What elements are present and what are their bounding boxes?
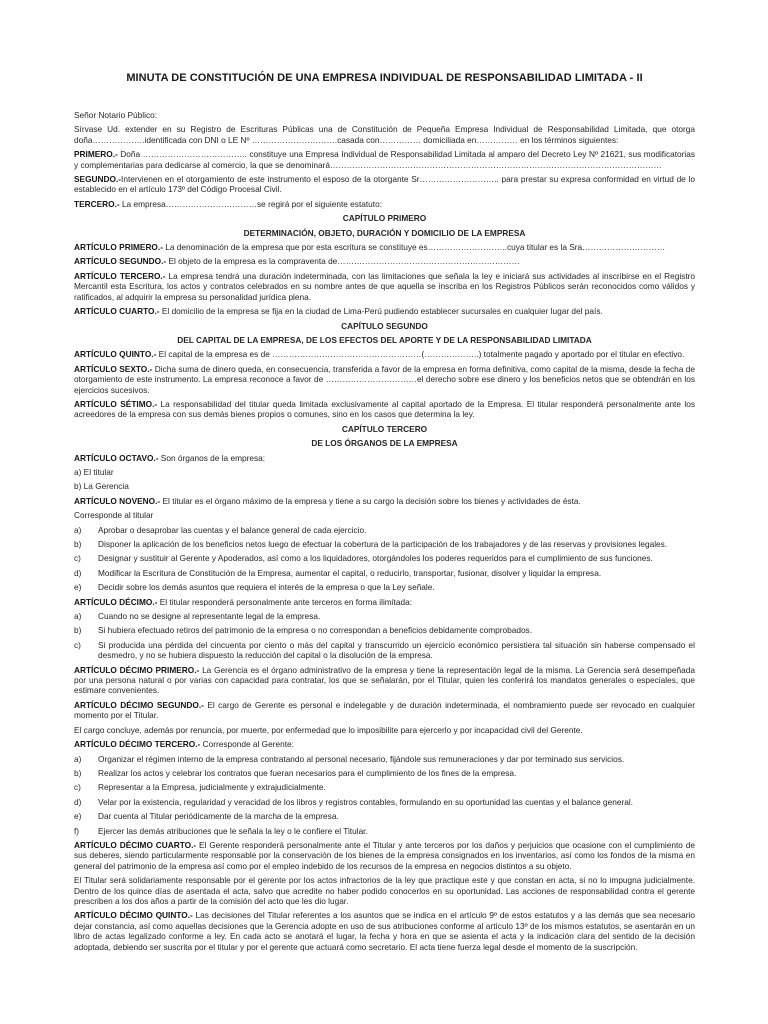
list-item <box>74 811 695 821</box>
list-marker: a) <box>74 524 82 535</box>
article-text: La empresa tendrá una duración indeterminada, con las limitaciones que señala la ley e iniciará sus actividades al inscribirse en el Registro Mercantil esta Escritura, los actos y contratos celebrados en su nombre antes de que aquella se inscriba en los Registros Públicos serán reconocidos como válidos y ratificados, al adquirir la empresa su personalidad jurídica plena. <box>74 270 695 302</box>
clause-segundo <box>74 174 695 195</box>
article-text: Dicha suma de dinero queda, en consecuencia, transferida a favor de la empresa en forma definitiva, como capital de la misma, desde la fecha de otorgamiento de este instrumento. La empresa reconoce a favor de ……………………………el derecho sobre ese dinero y los beneficios netos que se obtendrán en los ejercicios sucesivos. <box>74 363 695 395</box>
list-item <box>74 625 695 635</box>
article-text: El cargo de Gerente es personal e indelegable y de duración indeterminada, el nombramiento puede ser revocado en cualquier momento por el Titular. <box>74 699 695 721</box>
gerente-list <box>74 754 695 836</box>
list-item <box>74 539 695 549</box>
article-text: El titular responderá personalmente ante terceros en forma ilimitada: <box>157 596 413 607</box>
list-marker: b) <box>74 539 82 549</box>
list-marker: f) <box>74 825 80 836</box>
list-item <box>74 797 695 807</box>
list-marker: d) <box>74 567 82 578</box>
chapter-3-subheading: DE LOS ÓRGANOS DE LA EMPRESA <box>311 438 458 449</box>
article-text: El domicilio de la empresa se fija en la ciudad de Lima-Perú pudiendo establecer sucursales en cualquier lugar del país. <box>159 306 603 317</box>
list-text: Dar cuenta al Titular periódicamente de la marcha de la empresa. <box>98 811 339 822</box>
chapter-3-heading: CAPÍTULO TERCERO <box>341 423 428 434</box>
article-sexto <box>74 364 695 395</box>
article-label: ARTÍCULO DÉCIMO QUINTO.- <box>74 910 193 921</box>
article-segundo <box>74 256 695 266</box>
list-item <box>74 782 695 792</box>
article-label: ARTÍCULO DÉCIMO SEGUNDO.- <box>74 699 204 710</box>
article-text: El capital de la empresa es de ………………………………………………(………………..) totalmente pagado y aportado por el titular en efectivo. <box>156 349 685 360</box>
list-text: Organizar el régimen interno de la empresa contratando al personal necesario, fijándole sus remuneraciones y dar por terminado sus servicios. <box>98 753 625 764</box>
list-text: Designar y sustituir al Gerente y Apoderados, así como a los liquidadores, otorgándoles los poderes requeridos para el cumplimiento de sus funciones. <box>98 553 653 564</box>
chapter-2-heading: CAPÍTULO SEGUNDO <box>341 320 428 331</box>
clause-tercero <box>74 199 695 209</box>
list-text: Representar a la Empresa, judicialmente y extrajudicialmente. <box>98 782 326 793</box>
article-label: ARTÍCULO SEXTO.- <box>74 363 153 374</box>
article-label: ARTÍCULO OCTAVO.- <box>74 452 159 463</box>
list-text: Disponer la aplicación de los beneficios netos luego de efectuar la cobertura de la participación de los trabajadores y de las reservas y provisiones legales. <box>98 539 668 549</box>
article-decimo-quinto <box>74 910 695 952</box>
article-text: Son órganos de la empresa: <box>158 452 266 463</box>
titular-list <box>74 525 695 593</box>
article-decimo-segundo <box>74 700 695 721</box>
article-label: ARTÍCULO DÉCIMO CUARTO.- <box>74 839 197 850</box>
list-text: Cuando no se designe al representante legal de la empresa. <box>98 611 321 622</box>
article-text: Las decisiones del Titular referentes a los asuntos que se indica en el artículo 9º de estos estatutos y a las demás que sea necesario dejar constancia, así como aquellas decisiones que la Gerencia adopte en uso de sus atribuciones conforme al artículo 13º de los mismos estatutos, se asentarán en un libro de actas legalizado conforme a ley. En cada acto se anotará el lugar, la fecha y hora en que se asienta el acta y la indicación clara del sentido de la decisión adoptada, debiendo ser suscrita por el titular y por el gerente que actuará como secretario. El acta tiene fuerza legal desde el momento de la suscripción. <box>74 910 696 952</box>
clause-text: Doña ……………………………….. constituye una Empresa Individual de Responsabilidad Limitada al amparo del Decreto Ley Nº 21621, sus modificatorias y complementarias para dedicarse al comercio, la que se denominará………………………………………………………………………………………………………… <box>74 149 695 170</box>
list-marker: c) <box>74 782 81 793</box>
list-marker: e) <box>74 582 82 593</box>
article-label: ARTÍCULO PRIMERO.- <box>74 242 163 253</box>
list-text: Ejercer las demás atribuciones que le señala la ley o le confiere el Titular. <box>98 825 368 836</box>
article-text: La denominación de la empresa que por esta escritura se constituye es………………………..cuya titular es la Sra………………………… <box>162 242 666 253</box>
decimo-list <box>74 611 695 661</box>
clause-primero <box>74 149 695 170</box>
article-label: ARTÍCULO DÉCIMO TERCERO.- <box>74 739 201 750</box>
corresponde-titular: Corresponde al titular <box>74 510 154 521</box>
list-item <box>74 611 695 621</box>
list-marker: e) <box>74 811 82 822</box>
list-text: Si producida una pérdida del cincuenta por ciento o más del capital y transcurrido un ejercicio económico persistiera tal situación sin haberse compensado el desmedro, y no se hubiera dispuesto la reducción del capital o la disolución de la empresa. <box>98 639 695 661</box>
list-item <box>74 640 695 661</box>
article-tercero <box>74 271 695 302</box>
article-setimo <box>74 399 695 420</box>
article-label: ARTÍCULO SEGUNDO.- <box>74 256 167 267</box>
article-label: ARTÍCULO SÉTIMO.- <box>74 398 158 409</box>
list-item <box>74 768 695 778</box>
list-marker: a) <box>74 611 82 622</box>
article-text: La responsabilidad del titular queda limitada exclusivamente al capital aportado de la Empresa. El titular responderá personalmente ante los acreedores de la empresa con sus demás bienes propios o comunes, sino en los casos que determina la ley. <box>74 398 695 420</box>
list-item <box>74 553 695 563</box>
article-text: El titular es el órgano máximo de la empresa y tiene a su cargo la decisión sobre los bienes y actividades de ésta. <box>160 495 581 506</box>
list-marker: c) <box>74 553 81 564</box>
list-marker: c) <box>74 639 81 650</box>
list-marker: a) <box>74 753 82 764</box>
article-cuarto <box>74 306 695 316</box>
article-text: El Gerente responderá personalmente ante el Titular y ante terceros por los daños y perjuicios que ocasione con el cumplimiento de sus deberes, siendo particularmente responsable por la conservación de los bienes de la empresa consignados en los inventarios, así como los fondos de la misma en general del patrimonio de la empresa así como por el empleo indebido de los recursos de la empresa en negocios distintos a su objeto. <box>74 839 695 871</box>
list-marker: b) <box>74 767 82 778</box>
article-text: El objeto de la empresa es la compraventa de………………………………………………………… <box>166 256 520 267</box>
list-item <box>74 754 695 764</box>
list-text: Realizar los actos y celebrar los contratos que fueran necesarios para el cumplimiento de los fines de la empresa. <box>98 767 517 778</box>
list-marker: d) <box>74 796 82 807</box>
list-text: Si hubiera efectuado retiros del patrimonio de la empresa o no correspondan a beneficios debidamente comprobados. <box>98 625 533 636</box>
list-text: Aprobar o desaprobar las cuentas y el balance general de cada ejercicio. <box>98 524 367 535</box>
article-label: ARTÍCULO DÉCIMO PRIMERO.- <box>74 664 200 675</box>
article-text: Corresponde al Gerente: <box>200 739 294 750</box>
article-decimo-tercero <box>74 739 695 749</box>
clause-text: Intervienen en el otorgamiento de este instrumento el esposo de la otorgante Sr……………………….. para prestar su expresa conformidad en virtud de lo establecido en el artículo 173º del Código Procesal Civil. <box>74 174 695 195</box>
article-quinto <box>74 349 695 359</box>
clause-label: TERCERO.- <box>74 198 120 209</box>
article-primero <box>74 242 695 252</box>
article-label: ARTÍCULO CUARTO.- <box>74 306 160 317</box>
salutation: Señor Notario Público: <box>74 110 158 120</box>
chapter-2-subheading: DEL CAPITAL DE LA EMPRESA, DE LOS EFECTOS DEL APORTE Y DE LA RESPONSABILIDAD LIMITADA <box>177 334 592 345</box>
organ-item: b) La Gerencia <box>74 481 129 492</box>
cargo-paragraph: El cargo concluye, además por renuncia, por muerte, por enfermedad que lo imposibilite para ejercerlo y por incapacidad civil del Gerente. <box>74 724 583 735</box>
clause-label: PRIMERO.- <box>74 149 118 160</box>
list-text: Modificar la Escritura de Constitución de la Empresa, aumentar el capital, o reducirlo, transportar, fusionar, disolver y liquidar la empresa. <box>98 567 602 578</box>
list-item <box>74 568 695 578</box>
article-text: La Gerencia es el órgano administrativo de la empresa y tiene la representación legal de la misma. La Gerencia será desempeñada por una persona natural o por varias con capacidad para contratar, los que se señalarán, por el Titular, quien les conferirá los mandatos generales o especiales, que estimare convenientes. <box>74 664 695 696</box>
document-title: MINUTA DE CONSTITUCIÓN DE UNA EMPRESA INDIVIDUAL DE RESPONSABILIDAD LIMITADA - II <box>126 72 643 84</box>
article-decimo-cuarto <box>74 840 695 871</box>
organ-item: a) El titular <box>74 466 114 477</box>
list-text: Decidir sobre los demás asuntos que requiera el interés de la empresa o que la Ley señale. <box>98 582 435 593</box>
intro-paragraph: Sírvase Ud. extender en su Registro de Escrituras Públicas una de Constitución de Pequeña Empresa Individual de Responsabilidad Limitada, que otorga doña……………….identificada con DNI o LE Nº ………………………….casada con…………… domiciliada en…………… en los términos siguientes: <box>74 124 695 145</box>
solidario-paragraph: El Titular será solidariamente responsable por el gerente por los actos infractorios de la ley que practique este y que constan en acta, si no lo impugna judicialmente. Dentro de los quince días de asentada el acta, salvo que acredite no haber podido conocerlos en su oportunidad. Las acciones de responsabilidad contra el gerente prescriben a los dos años a partir de la comisión del acto que les dio lugar. <box>74 875 695 906</box>
chapter-1-subheading: DETERMINACIÓN, OBJETO, DURACIÓN Y DOMICILIO DE LA EMPRESA <box>243 227 526 238</box>
list-item <box>74 525 695 535</box>
list-text: Velar por la existencia, regularidad y veracidad de los libros y registros contables, formulando en su oportunidad las cuentas y el balance general. <box>98 796 633 807</box>
clause-label: SEGUNDO.- <box>74 174 122 185</box>
article-label: ARTÍCULO TERCERO.- <box>74 270 166 281</box>
article-decimo-primero <box>74 665 695 696</box>
article-label: ARTÍCULO NOVENO.- <box>74 495 161 506</box>
list-marker: b) <box>74 625 82 636</box>
list-item <box>74 826 695 836</box>
article-octavo <box>74 453 695 463</box>
clause-text: La empresa……………………………se regirá por el siguiente estatuto: <box>119 198 383 209</box>
list-item <box>74 582 695 592</box>
article-label: ARTÍCULO QUINTO.- <box>74 349 157 360</box>
article-decimo <box>74 597 695 607</box>
article-label: ARTÍCULO DÉCIMO.- <box>74 596 158 607</box>
article-noveno <box>74 496 695 506</box>
chapter-1-heading: CAPÍTULO PRIMERO <box>342 213 427 224</box>
